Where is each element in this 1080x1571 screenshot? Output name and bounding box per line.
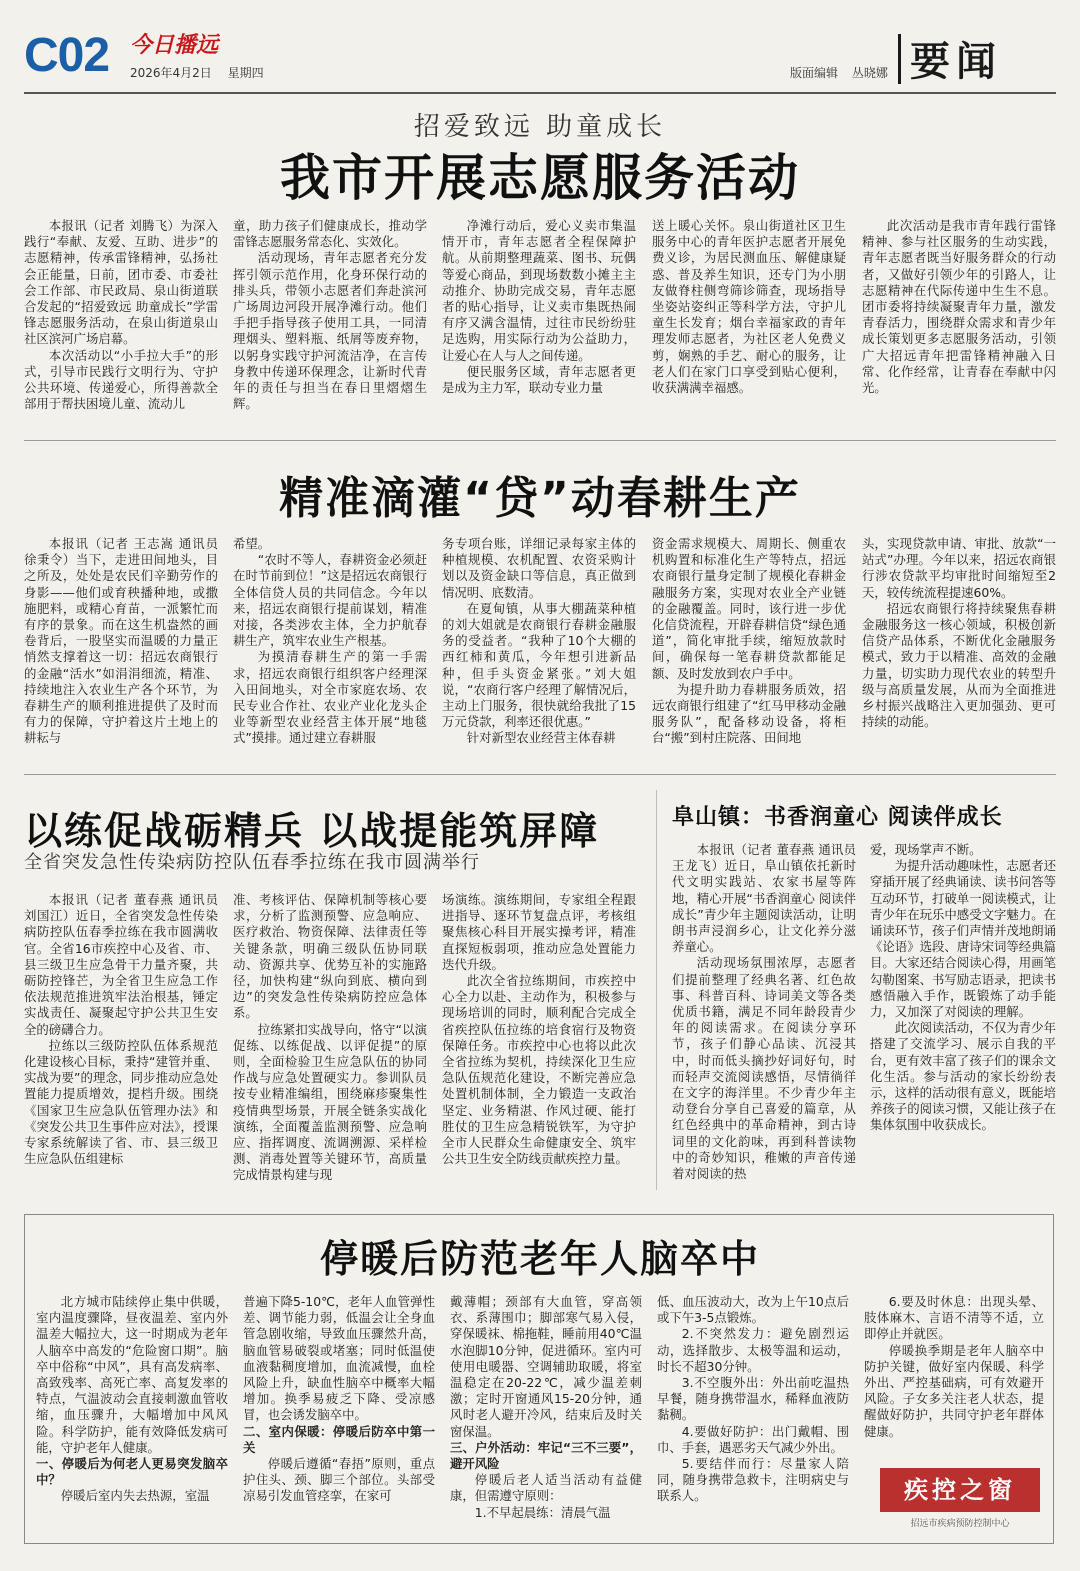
column-badge: 疾控之窗 xyxy=(880,1468,1040,1512)
paragraph: 童，助力孩子们健康成长，推动学雷锋志愿服务常态化、实效化。 xyxy=(233,218,427,250)
paragraph: 拉练紧扣实战导向，恪守“以演促练、以练促战、以评促提”的原则，全面检验卫生应急队伍的协同作战与应急处置硬实力。参训队员按专业精准编组，围绕麻疹聚集性疫情典型场景，开展全链条实战化演练，全面覆盖监测预警、应急响应、指挥调度、流调溯源、采样检测、消毒处置等关键环节，高质量完成情景构建与现 xyxy=(233,1021,427,1183)
header-rule xyxy=(24,92,1056,94)
paragraph: 戴薄帽；颈部有大血管，穿高领衣、系薄围巾；脚部寒气易入侵，穿保暖袜、棉拖鞋，睡前用40℃温水泡脚10分钟，促进循环。室内可使用电暖器、空调辅助取暖，将室温稳定在20-22℃，减少温差刺激；定时开窗通风15-20分钟，通风时老人避开冷风，结束后及时关窗保温。 xyxy=(450,1294,642,1439)
article1-kicker: 招爱致远 助童成长 xyxy=(413,112,667,142)
paragraph: 为提升助力春耕服务质效，招远农商银行组建了“红马甲移动金融服务队”，配备移动设备，将柜台“搬”到村庄院落、田间地 xyxy=(652,681,846,746)
subheading: 二、室内保暖：停暖后防卒中第一关 xyxy=(243,1423,435,1455)
paragraph: 在夏甸镇，从事大棚蔬菜种植的刘大姐就是农商银行春耕金融服务的受益者。“我种了10个大棚的西红柿和黄瓜，今年想引进新品种，但手头资金紧张。”刘大姐说，“农商行客户经理了解情况后，主动上门服务，很快就给我批了15万元贷款，利率还很优惠。” xyxy=(442,600,636,730)
article5-column-4 xyxy=(657,1294,849,1534)
article3-column-1 xyxy=(24,892,218,1188)
article5-title: 停暖后防范老年人脑卒中 xyxy=(319,1237,760,1281)
editor-name: 丛晓娜 xyxy=(851,66,888,80)
article2-column-2 xyxy=(233,536,427,756)
paragraph: 活动现场氛围浓厚，志愿者们提前整理了经典名著、红色故事、科普百科、诗词美文等各类优质书籍，满足不同年龄段青少年的阅读需求。在阅读分享环节，孩子们静心品读、沉浸其中，时而低头摘抄好词好句，时而轻声交流阅读感悟，尽情徜徉在文字的海洋里。不少青少年主动登台分享自己喜爱的篇章，从红色经典中的革命精神，到古诗词里的文化韵味，再到科普读物中的奇妙知识，稚嫩的声音传递着对阅读的热 xyxy=(672,955,856,1182)
article2-column-5 xyxy=(862,536,1056,756)
article5-column-1 xyxy=(36,1294,228,1534)
date-text: 2026年4月2日 xyxy=(130,66,212,80)
article4-column-2 xyxy=(870,842,1056,1188)
divider xyxy=(24,440,1056,441)
paragraph: 针对新型农业经营主体春耕 xyxy=(466,730,616,746)
column-divider xyxy=(656,790,657,1190)
header-divider xyxy=(898,34,901,84)
column-badge-source: 招远市疾病预防控制中心 xyxy=(910,1519,1010,1529)
article1-column-3 xyxy=(442,218,636,418)
weekday-text: 星期四 xyxy=(227,66,264,80)
paragraph: 资金需求规模大、周期长、侧重农机购置和标准化生产等特点，招远农商银行量身定制了规模化春耕金融服务方案，实现对农业全产业链的金融覆盖。同时，该行进一步优化信贷流程，开辟春耕信贷“绿色通道”，简化审批手续，缩短放款时间，确保每一笔春耕贷款都能足额、及时发放到农户手中。 xyxy=(652,536,846,681)
paragraph: 4.要做好防护：出门戴帽、围巾、手套，遇恶劣天气减少外出。 xyxy=(657,1423,849,1455)
paragraph: 场演练。演练期间，专家组全程跟进指导、逐环节复盘点评，考核组聚焦核心科目开展实操考评，精准直探短板弱项，推动应急处置能力迭代升级。 xyxy=(442,892,636,972)
paragraph: 此次活动是我市青年践行雷锋精神、参与社区服务的生动实践，青年志愿者既当好服务群众的行动者，又做好引领少年的引路人，让志愿精神在代际传递中生生不息。团市委将持续凝聚青年力量，激发青春活力，围绕群众需求和青少年成长策划更多志愿服务活动，引领广大招远青年把雷锋精神融入日常、化作经常，让青春在奉献中闪光。 xyxy=(862,218,1056,396)
article2-column-4 xyxy=(652,536,846,756)
article5-column-5 xyxy=(864,1294,1044,1454)
article3-column-3 xyxy=(442,892,636,1188)
article1-column-5 xyxy=(862,218,1056,418)
article1-column-2 xyxy=(233,218,427,418)
article2-column-3 xyxy=(442,536,636,756)
paragraph: 净滩行动后，爱心义卖市集温情开市，青年志愿者全程保障护航。从前期整理蔬菜、图书、玩偶等爱心商品，到现场数数小摊主主动推介、协助完成交易，青年志愿者的贴心指导，让义卖市集既热闹有序又满含温情，过往市民纷纷驻足选购，用实际行动为公益助力，让爱心在人与人之间传递。 xyxy=(442,218,636,363)
paragraph: 活动现场，青年志愿者充分发挥引领示范作用，化身环保行动的排头兵，带领小志愿者们奔赴滨河广场周边河段开展净滩行动。他们手把手指导孩子使用工具，一同清理烟头、塑料瓶、纸屑等废弃物，以躬身实践守护河流洁净，在言传身教中传递环保理念，让新时代青年的责任与担当在春日里熠熠生辉。 xyxy=(233,250,427,412)
paragraph: 为摸清春耕生产的第一手需求，招远农商银行组织客户经理深入田间地头，对全市家庭农场、农民专业合作社、农业产业化龙头企业等新型农业经营主体开展“地毯式”摸排。通过建立春耕服 xyxy=(233,649,427,746)
paragraph: 便民服务区域，青年志愿者更是成为主力军，联动专业力量 xyxy=(442,363,636,396)
article5-column-3 xyxy=(450,1294,642,1534)
paragraph: 拉练以三级防控队伍体系规范化建设核心目标，秉持“建管并重、实战为要”的理念，同步推动应急处置能力提质增效，提档升级。围绕《国家卫生应急队伍管理办法》和《突发公共卫生事件应对法》，授课专家系统解读了省、市、县三级卫生应急队伍组建标 xyxy=(24,1037,218,1167)
paragraph: 此次全省拉练期间，市疾控中心全力以赴、主动作为，积极参与现场培训的同时，顺利配合完成全省疾控队伍拉练的培食宿行及物资保障任务。市疾控中心也将以此次全省拉练为契机，持续深化卫生应急队伍规范化建设，不断完善应急处置机制体制，全力锻造一支政治坚定、业务精湛、作风过硬、能打胜仗的卫生应急精锐铁军，为守护全市人民群众生命健康安全、筑牢公共卫生安全防线贡献疾控力量。 xyxy=(442,973,636,1167)
editor-label: 版面编辑 xyxy=(790,66,839,80)
paragraph: 本报讯（记者 董春燕 通讯员 王龙飞）近日，阜山镇依托新时代文明实践站、农家书屋等阵地，精心开展“书香润童心 阅读伴成长”青少年主题阅读活动，让明朗书声浸润乡心，让文化养分滋养童心。 xyxy=(672,842,856,955)
paragraph: 3.不空腹外出：外出前吃温热早餐，随身携带温水，稀释血液防黏稠。 xyxy=(657,1375,849,1423)
newspaper-logo: 今日播远 xyxy=(130,32,219,58)
paragraph: 头，实现贷款申请、审批、放款“一站式”办理。今年以来，招远农商银行涉农贷款平均审批时间缩短至2天，较传统流程提速60%。 xyxy=(862,536,1056,600)
subheading: 三、户外活动：牢记“三不三要”，避开风险 xyxy=(450,1439,642,1472)
paragraph: 普遍下降5-10℃，老年人血管弹性差、调节能力弱，低温会让全身血管急剧收缩，导致血压骤然升高，脑血管易破裂或堵塞；同时低温使血液黏稠度增加，血流减慢，血栓风险上升，缺血性脑卒中概率大幅增加。换季易疲乏下降、受凉感冒，也会诱发脑卒中。 xyxy=(243,1294,435,1423)
paragraph: 2.不突然发力：避免剧烈运动，选择散步、太极等温和运动，时长不超30分钟。 xyxy=(657,1326,849,1374)
paragraph: 5.要结伴而行：尽量家人陪同，随身携带急救卡，注明病史与联系人。 xyxy=(657,1456,849,1504)
section-title: 要闻 xyxy=(910,39,1002,85)
paragraph: 本报讯（记者 刘腾飞）为深入践行“奉献、友爱、互助、进步”的志愿精神，传承雷锋精神，弘扬社会正能量，日前，团市委、市委社会工作部、市民政局、泉山街道联合发起的“招爱致远 助童成长”学雷锋志愿服务活动，在泉山街道泉山社区滨河广场启幕。 xyxy=(24,218,218,347)
paragraph: 希望。 xyxy=(233,536,271,551)
paragraph: 务专项台账，详细记录每家主体的种植规模、农机配置、农资采购计划以及资金缺口等信息，真正做到情况明、底数清。 xyxy=(442,536,636,600)
paragraph: 招远农商银行将持续聚焦春耕金融服务这一核心领域，积极创新信贷产品体系，不断优化金融服务模式，致力于以精准、高效的金融力量，切实助力现代农业的转型升级与高质量发展，从而为全面推进乡村振兴战略注入更加强劲、更可持续的动能。 xyxy=(862,600,1056,730)
article1-column-4 xyxy=(652,218,846,418)
paragraph: 为提升活动趣味性，志愿者还穿插开展了经典诵读、读书问答等互动环节，打破单一阅读模式，让青少年在玩乐中感受文字魅力。在诵读环节，孩子们声情并茂地朗诵《论语》选段、唐诗宋词等经典篇目。大家还结合阅读心得，用画笔勾勒图案、书写励志语录，把读书感悟融入手作，既锻炼了动手能力，又加深了对阅读的理解。 xyxy=(870,858,1056,1020)
paragraph: 本报讯（记者 王志嵩 通讯员 徐秉令）当下，走进田间地头，目之所及，处处是农民们辛勤劳作的身影——他们或育秧播种地，或撒施肥料，或精心育苗，一派繁忙而有序的景象。而在这生机盎然的画卷背后，一股坚实而温暖的力量正悄然支撑着这一切：招远农商银行的金融“活水”如涓涓细流，精准、持续地注入农业生产各个环节，为春耕生产的顺利推进提供了及时而有力的保障，守护着这片土地上的耕耘与 xyxy=(24,536,218,746)
paragraph: 此次阅读活动，不仅为青少年搭建了交流学习、展示自我的平台，更有效丰富了孩子们的课余文化生活。参与活动的家长纷纷表示，这样的活动很有意义，既能培养孩子的阅读习惯，又能让孩子在集体氛围中收获成长。 xyxy=(870,1020,1056,1133)
paragraph: 停暖换季期是老年人脑卒中防护关键，做好室内保暖、科学外出、严控基础病，可有效避开风险。子女多关注老人状态，提醒做好防护，共同守护老年群体健康。 xyxy=(864,1342,1044,1439)
paragraph: 低、血压波动大，改为上午10点后或下午3-5点锻炼。 xyxy=(657,1294,849,1326)
article1-title: 我市开展志愿服务活动 xyxy=(280,149,800,207)
paragraph: 停暖后老人适当活动有益健康，但需遵守原则： xyxy=(450,1472,642,1504)
article3-column-2 xyxy=(233,892,427,1188)
paragraph: 本报讯（记者 董春燕 通讯员 刘国江）近日，全省突发急性传染病防控队伍春季拉练在我市圆满收官。全省16市疾控中心及省、市、县三级卫生应急骨干力量齐聚，共砺防控锋芒，为全省卫生应急工作依法规范推进筑牢法治根基，锤定实战责任、凝聚起守护公共卫生安全的磅礴合力。 xyxy=(24,892,218,1037)
paragraph: 准、考核评估、保障机制等核心要求，分析了监测预警、应急响应、医疗救治、物资保障、法律责任等关键条款，明确三级队伍协同联动、资源共享、优势互补的实施路径，加快构建“纵向到底、横向到边”的突发急性传染病防控应急体系。 xyxy=(233,892,427,1021)
issue-date xyxy=(130,64,276,81)
paragraph: 停暖后室内失去热源，室温 xyxy=(60,1488,210,1504)
paragraph: 北方城市陆续停止集中供暖，室内温度骤降，昼夜温差、室内外温差大幅拉大，这一时期成为老年人脑卒中高发的“危险窗口期”。脑卒中俗称“中风”，具有高发病率、高致残率、高死亡率、高复发率的特点，气温波动会直接刺激血管收缩，血压骤升，大幅增加中风风险。科学防护，能有效降低发病可能，守护老年人健康。 xyxy=(36,1294,228,1455)
editor-credit xyxy=(780,64,888,81)
article4-column-1 xyxy=(672,842,856,1188)
paragraph: 停暖后遵循“春捂”原则，重点护住头、颈、脚三个部位。头部受凉易引发血管痉挛，在家可 xyxy=(243,1456,435,1504)
article4-title: 阜山镇：书香润童心 阅读伴成长 xyxy=(672,805,1003,830)
paragraph: 1.不早起晨练：清晨气温 xyxy=(474,1504,611,1520)
divider xyxy=(24,774,1056,775)
article2-column-1 xyxy=(24,536,218,756)
paragraph: 爱，现场掌声不断。 xyxy=(870,842,982,857)
article3-title: 以练促战砺精兵 以战提能筑屏障 xyxy=(24,809,600,853)
paragraph: 本次活动以“小手拉大手”的形式，引导市民践行文明行为、守护公共环境、传递爱心，所得善款全部用于帮扶困境儿童、流动儿 xyxy=(24,347,218,412)
paragraph: 6.要及时休息：出现头晕、肢体麻木、言语不清等不适，立即停止并就医。 xyxy=(864,1294,1044,1342)
page-number: C02 xyxy=(24,29,110,82)
article3-subtitle: 全省突发急性传染病防控队伍春季拉练在我市圆满举行 xyxy=(24,852,480,873)
paragraph: “农时不等人，春耕资金必须赶在时节前到位！”这是招远农商银行全体信贷人员的共同信念。今年以来，招远农商银行提前谋划，精准对接，各类涉农主体，全力护航春耕生产，筑牢农业生产根基。 xyxy=(233,552,427,649)
paragraph: 送上暖心关怀。泉山街道社区卫生服务中心的青年医护志愿者开展免费义诊，为居民测血压、解健康疑惑、普及养生知识，还专门为小朋友做脊柱侧弯筛诊筛查，现场指导坐姿站姿纠正等科学方法，守护儿童生长发育；烟台幸福家政的青年理发师志愿者，为社区老人免费义剪，娴熟的手艺、耐心的服务，让老人们在家门口享受到贴心便利，收获满满幸福感。 xyxy=(652,218,846,396)
article1-column-1 xyxy=(24,218,218,418)
subheading: 一、停暖后为何老人更易突发脑卒中？ xyxy=(36,1456,228,1488)
article2-title: 精准滴灌“贷”动春耕生产 xyxy=(279,473,801,524)
article5-column-2 xyxy=(243,1294,435,1534)
